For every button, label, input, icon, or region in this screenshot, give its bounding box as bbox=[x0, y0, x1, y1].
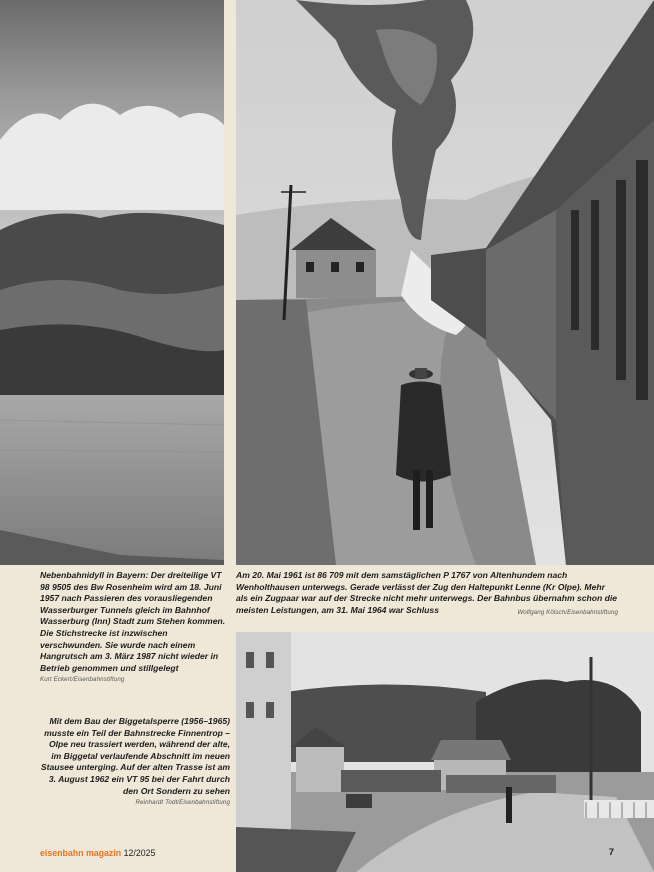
caption-village-text: Mit dem Bau der Biggetalsperre (1956–1965) musste ein Teil der Bahnstrecke Finnentrop – Olpe neu trassiert werden, während der alte, im Biggetal verlaufende Abschnitt im neuen Stausee unterging. Auf der alten Trasse ist am 3. August 1962 ein VT 95 bei der Fahrt durch den Ort Sondern zu sehen bbox=[40, 716, 230, 796]
footer-magazine bbox=[40, 848, 155, 858]
photo-steam-train bbox=[236, 0, 654, 565]
caption-river-credit: Kurt Eckert/Eisenbahnstiftung bbox=[40, 676, 125, 684]
caption-village-credit: Reinhardt Todt/Eisenbahnstiftung bbox=[135, 799, 230, 807]
photo-river-landscape bbox=[0, 0, 224, 565]
caption-steam-train bbox=[236, 570, 618, 618]
footer-brand: eisenbahn magazin bbox=[40, 848, 122, 858]
caption-village bbox=[40, 716, 230, 809]
caption-steam-train-text: Am 20. Mai 1961 ist 86 709 mit dem samstäglichen P 1767 von Altenhundem nach Wenholthausen unterwegs. Gerade verlässt der Zug den Haltepunkt Lenne (Kr Olpe). Mehr als ein Zugpaar war auf der Strecke nicht mehr unterwegs. Der Bahnbus übernahm schon die meisten Leistungen, am 31. Mai 1964 war Schluss bbox=[236, 570, 618, 615]
caption-river-text: Nebenbahnidyll in Bayern: Der dreiteilige VT 98 9505 des Bw Rosenheim wird am 18. Juni 1957 nach Passieren des vorausliegenden Wasserburger Tunnels gleich im Bahnhof Wasserburg (Inn) Stadt zum Stehen kommen. Die Stichstrecke ist inzwischen verschwunden. Sie wurde nach einem Hangrutsch am 3. März 1987 nicht wieder in Betrieb genommen und stillgelegt bbox=[40, 570, 226, 673]
footer-issue: 12/2025 bbox=[123, 848, 156, 858]
caption-steam-train-credit: Wolfgang Kölsch/Eisenbahnstiftung bbox=[517, 608, 618, 616]
caption-river bbox=[40, 570, 226, 686]
photo-village-street bbox=[236, 632, 654, 872]
page-number: 7 bbox=[608, 847, 614, 858]
